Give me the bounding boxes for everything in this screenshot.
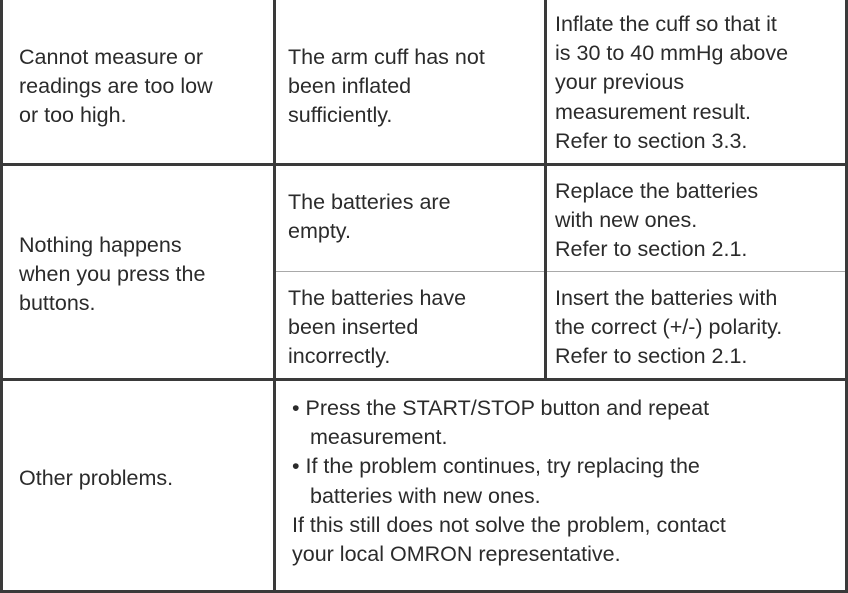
cause-text-line: incorrectly.	[288, 344, 391, 369]
bullet-continuation: measurement.	[310, 425, 448, 450]
remedy-cell-3	[292, 394, 726, 569]
column-divider-2	[544, 0, 547, 378]
left-border	[0, 0, 3, 593]
problem-text-line: or too high.	[19, 103, 127, 128]
cause-text-line: sufficiently.	[288, 103, 393, 128]
remedy-text-line: Inflate the cuff so that it	[555, 12, 777, 36]
remedy-text-line: Insert the batteries with	[555, 286, 778, 310]
note-text-line: your local OMRON representative.	[292, 542, 621, 567]
problem-cell-3	[19, 464, 173, 493]
problem-cell-1	[19, 43, 213, 131]
remedy-text-line: your previous	[555, 70, 685, 95]
remedy-text-line: Refer to section 2.1.	[555, 344, 748, 369]
cause-cell-2a	[288, 188, 451, 246]
bullet-item: • If the problem continues, try replacing the	[292, 454, 700, 479]
cause-text-line: been inflated	[288, 74, 412, 99]
row-border-1	[0, 163, 848, 166]
remedy-text-line: Replace the batteries	[555, 179, 759, 203]
remedy-cell-2b	[555, 284, 782, 372]
remedy-cell-1	[555, 10, 788, 156]
remedy-text-line: Refer to section 2.1.	[555, 237, 748, 262]
problem-text-line: readings are too low	[19, 74, 213, 99]
cause-text-line: empty.	[288, 219, 351, 244]
cause-text-line: The batteries are	[288, 190, 451, 214]
column-divider-1	[273, 0, 276, 593]
problem-text-line: Cannot measure or	[19, 45, 204, 69]
row-border-2	[0, 378, 848, 381]
remedy-text-line: Refer to section 3.3.	[555, 128, 748, 153]
cause-text-line: been inserted	[288, 315, 419, 340]
problem-text-line: when you press the	[19, 262, 206, 287]
sub-row-divider	[276, 271, 848, 272]
problem-text-line: Other problems.	[19, 466, 174, 490]
bullet-item: • Press the START/STOP button and repeat	[292, 396, 710, 420]
cause-cell-1	[288, 43, 485, 131]
cause-cell-2b	[288, 284, 466, 372]
remedy-text-line: measurement result.	[555, 99, 751, 124]
bullet-continuation: batteries with new ones.	[310, 483, 541, 508]
remedy-text-line: is 30 to 40 mmHg above	[555, 41, 789, 66]
problem-text-line: Nothing happens	[19, 233, 182, 257]
note-text-line: If this still does not solve the problem, contact	[292, 512, 726, 537]
cause-text-line: The arm cuff has not	[288, 45, 485, 69]
problem-cell-2	[19, 231, 205, 319]
problem-text-line: buttons.	[19, 291, 96, 316]
remedy-text-line: the correct (+/-) polarity.	[555, 315, 783, 340]
cause-text-line: The batteries have	[288, 286, 467, 310]
remedy-text-line: with new ones.	[555, 208, 698, 233]
remedy-cell-2a	[555, 177, 758, 265]
